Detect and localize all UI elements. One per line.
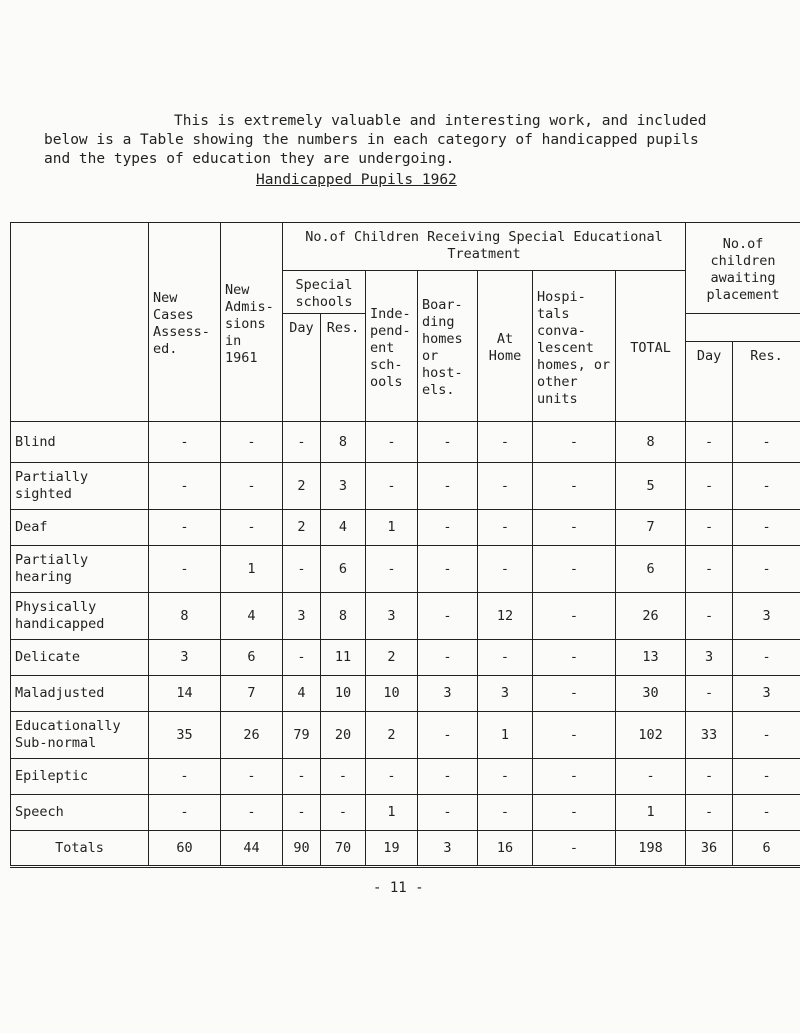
table-cell: -	[733, 795, 800, 831]
table-row	[11, 676, 800, 712]
table-cell: 4	[283, 676, 321, 712]
table-cell: 1	[366, 510, 418, 546]
table-cell: -	[418, 712, 478, 759]
table-cell: 3	[418, 831, 478, 867]
header-category-blank	[11, 223, 149, 422]
table-cell: 10	[321, 676, 366, 712]
row-label: Educationally Sub-normal	[11, 712, 149, 759]
row-label: Delicate	[11, 640, 149, 676]
table-cell: -	[149, 463, 221, 510]
table-cell: 4	[221, 593, 283, 640]
table-cell: -	[733, 510, 800, 546]
row-label: Physically handicapped	[11, 593, 149, 640]
table-cell: -	[418, 593, 478, 640]
table-cell: -	[149, 510, 221, 546]
intro-paragraph	[44, 112, 774, 169]
header-await-day: Day	[686, 342, 733, 422]
table-cell: 3	[733, 593, 800, 640]
header-new-cases: New Cases Assess- ed.	[149, 223, 221, 422]
header-special-res: Res.	[321, 314, 366, 422]
table-cell: 16	[478, 831, 533, 867]
table-cell: -	[478, 463, 533, 510]
table-cell: 30	[616, 676, 686, 712]
table-cell: -	[686, 463, 733, 510]
table-cell: -	[221, 795, 283, 831]
table-cell: 26	[221, 712, 283, 759]
table-cell: -	[418, 640, 478, 676]
table-cell: -	[321, 759, 366, 795]
table-cell: -	[321, 795, 366, 831]
table-cell: 3	[418, 676, 478, 712]
table-cell: 3	[149, 640, 221, 676]
header-special-schools: Special schools	[283, 271, 366, 314]
table-cell: 70	[321, 831, 366, 867]
table-cell: 6	[733, 831, 800, 867]
table-cell: -	[733, 759, 800, 795]
handicapped-pupils-table	[10, 222, 800, 868]
table-cell: -	[686, 593, 733, 640]
table-body	[11, 422, 800, 867]
table-cell: -	[533, 759, 616, 795]
header-at-home: At Home	[478, 271, 533, 422]
table-cell: 10	[366, 676, 418, 712]
table-cell: 7	[616, 510, 686, 546]
table-cell: -	[478, 510, 533, 546]
row-label: Deaf	[11, 510, 149, 546]
header-independent-schools: Inde- pend- ent sch- ools	[366, 271, 418, 422]
table-cell: 102	[616, 712, 686, 759]
table-row	[11, 422, 800, 463]
table-cell: -	[533, 422, 616, 463]
table-cell: -	[686, 510, 733, 546]
table-cell: -	[366, 759, 418, 795]
table-cell: 3	[366, 593, 418, 640]
table-cell: 19	[366, 831, 418, 867]
table-cell: 8	[149, 593, 221, 640]
table-cell: -	[733, 546, 800, 593]
intro-line-1: This is extremely valuable and interesting work, and included	[174, 113, 707, 129]
table-cell: 6	[221, 640, 283, 676]
table-row	[11, 546, 800, 593]
table-cell: -	[533, 510, 616, 546]
table-cell: 33	[686, 712, 733, 759]
table-cell: -	[283, 759, 321, 795]
header-boarding-homes: Boar- ding homes or host- els.	[418, 271, 478, 422]
table-row	[11, 510, 800, 546]
table-cell: -	[733, 463, 800, 510]
table-cell: -	[686, 422, 733, 463]
table-cell: -	[366, 463, 418, 510]
table-cell: 8	[321, 422, 366, 463]
row-label: Partially hearing	[11, 546, 149, 593]
table-cell: -	[283, 640, 321, 676]
table-cell: 8	[321, 593, 366, 640]
row-label: Maladjusted	[11, 676, 149, 712]
table-cell: 3	[686, 640, 733, 676]
table-cell: -	[533, 546, 616, 593]
header-awaiting-placement: No.of children awaiting placement	[686, 223, 800, 314]
table-cell: -	[478, 640, 533, 676]
table-cell: 36	[686, 831, 733, 867]
table-cell: 2	[283, 463, 321, 510]
table-cell: -	[221, 759, 283, 795]
table-cell: -	[418, 759, 478, 795]
table-cell: -	[478, 759, 533, 795]
table-cell: -	[733, 712, 800, 759]
table-cell: -	[366, 546, 418, 593]
table-cell: -	[149, 546, 221, 593]
table-cell: -	[686, 676, 733, 712]
intro-line-2: below is a Table showing the numbers in each category of handicapped pupils	[44, 132, 699, 148]
table-cell: 3	[283, 593, 321, 640]
table-row	[11, 640, 800, 676]
header-new-admissions: New Admis- sions in 1961	[221, 223, 283, 422]
table-cell: 35	[149, 712, 221, 759]
row-label: Partially sighted	[11, 463, 149, 510]
table-title: Handicapped Pupils 1962	[256, 172, 457, 188]
table-cell: 7	[221, 676, 283, 712]
table-cell: 1	[478, 712, 533, 759]
table-cell: -	[733, 422, 800, 463]
table-cell: -	[686, 546, 733, 593]
table-cell: 12	[478, 593, 533, 640]
table-row	[11, 593, 800, 640]
table-cell: 4	[321, 510, 366, 546]
table-cell: -	[478, 422, 533, 463]
table-cell: 1	[221, 546, 283, 593]
table-cell: -	[733, 640, 800, 676]
table-cell: -	[533, 676, 616, 712]
table-cell: -	[418, 546, 478, 593]
page-number: - 11 -	[373, 880, 424, 896]
row-label: Speech	[11, 795, 149, 831]
table-cell: 11	[321, 640, 366, 676]
table-cell: -	[149, 759, 221, 795]
table-cell: -	[418, 510, 478, 546]
table-cell: 5	[616, 463, 686, 510]
table-cell: 79	[283, 712, 321, 759]
table-cell: 8	[616, 422, 686, 463]
table-cell: 198	[616, 831, 686, 867]
table-cell: -	[149, 795, 221, 831]
table-cell: -	[418, 422, 478, 463]
table-cell: -	[686, 759, 733, 795]
table-row	[11, 463, 800, 510]
table-cell: 26	[616, 593, 686, 640]
table-cell: 2	[366, 712, 418, 759]
intro-line-3: and the types of education they are undergoing.	[44, 151, 455, 167]
table-cell: 3	[733, 676, 800, 712]
table-cell: -	[418, 463, 478, 510]
table-cell: 3	[321, 463, 366, 510]
table-cell: 2	[283, 510, 321, 546]
table-cell: -	[478, 546, 533, 593]
table-cell: 6	[321, 546, 366, 593]
header-total: TOTAL	[616, 271, 686, 422]
table-cell: -	[533, 831, 616, 867]
table-cell: -	[221, 422, 283, 463]
header-awaiting-spacer	[686, 314, 800, 342]
row-label: Epileptic	[11, 759, 149, 795]
row-label: Blind	[11, 422, 149, 463]
table-cell: -	[533, 712, 616, 759]
table-cell: -	[533, 463, 616, 510]
table-cell: -	[283, 795, 321, 831]
table-cell: -	[478, 795, 533, 831]
table-cell: -	[221, 463, 283, 510]
table-cell: 90	[283, 831, 321, 867]
table-cell: 60	[149, 831, 221, 867]
table-cell: -	[533, 795, 616, 831]
table-cell: 6	[616, 546, 686, 593]
table-cell: -	[533, 593, 616, 640]
row-label: Totals	[11, 831, 149, 867]
table-cell: 3	[478, 676, 533, 712]
table-cell: 1	[366, 795, 418, 831]
table-cell: -	[283, 422, 321, 463]
header-hospitals: Hospi- tals conva- lescent homes, or other units	[533, 271, 616, 422]
table-cell: -	[418, 795, 478, 831]
table-row	[11, 795, 800, 831]
header-receiving-treatment: No.of Children Receiving Special Educational Treatment	[283, 223, 686, 271]
table-cell: 44	[221, 831, 283, 867]
table-cell: 13	[616, 640, 686, 676]
table-cell: 2	[366, 640, 418, 676]
table-cell: -	[616, 759, 686, 795]
table-cell: -	[366, 422, 418, 463]
table-cell: 14	[149, 676, 221, 712]
header-special-day: Day	[283, 314, 321, 422]
table-cell: -	[221, 510, 283, 546]
header-await-res: Res.	[733, 342, 800, 422]
table-cell: -	[149, 422, 221, 463]
table-cell: -	[533, 640, 616, 676]
table-row	[11, 712, 800, 759]
table-row	[11, 759, 800, 795]
table-cell: 20	[321, 712, 366, 759]
table-cell: -	[283, 546, 321, 593]
table-cell: -	[686, 795, 733, 831]
table-cell: 1	[616, 795, 686, 831]
table-row	[11, 831, 800, 867]
